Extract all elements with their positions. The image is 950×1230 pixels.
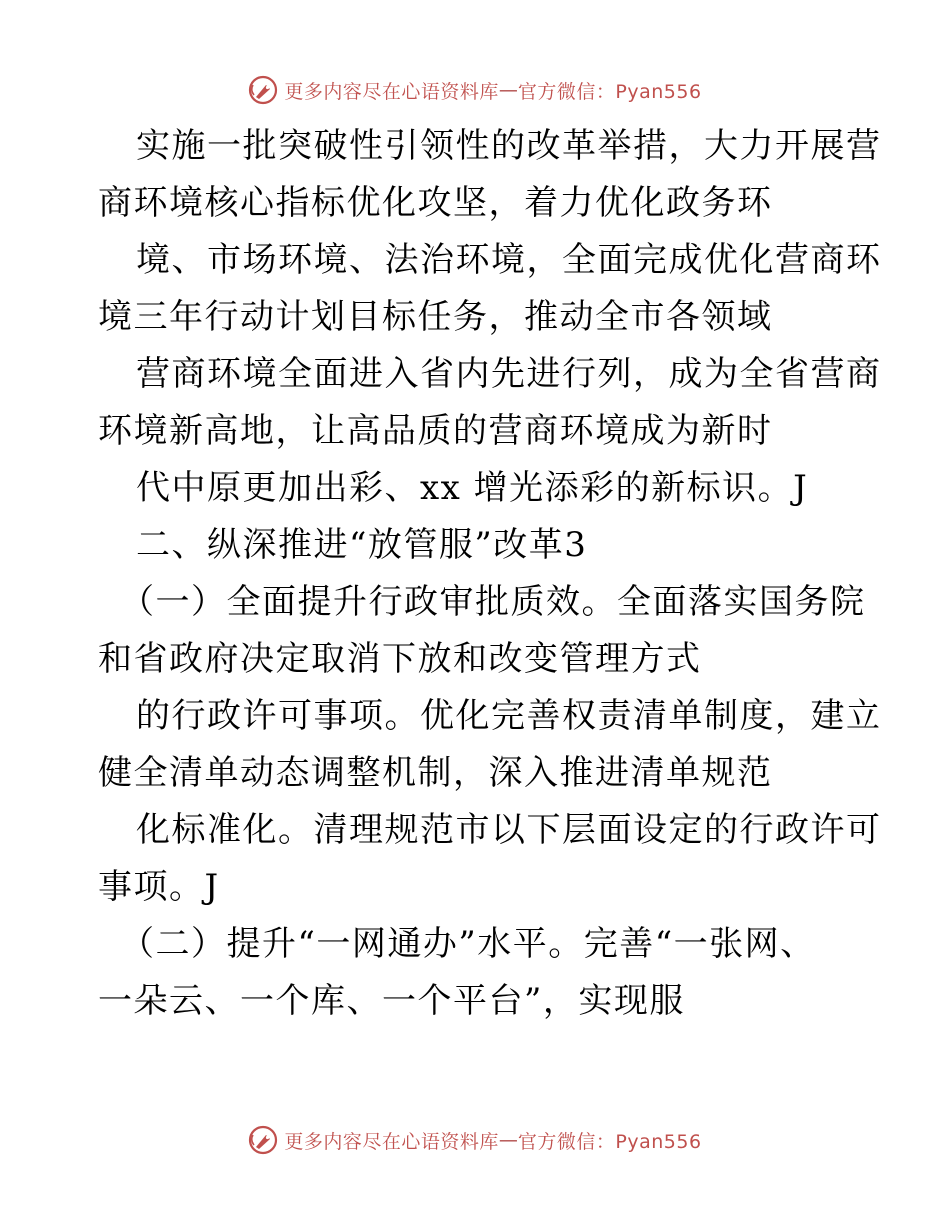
footer-watermark-banner	[0, 1122, 950, 1158]
body-line: 营商环境全面进入省内先进行列，成为全省营商	[136, 354, 882, 394]
header-watermark-banner	[0, 72, 950, 108]
pen-nib-logo-icon	[248, 1125, 278, 1155]
body-line: 的行政许可事项。优化完善权责清单制度，建立	[136, 696, 882, 736]
body-line: 和省政府决定取消下放和改变管理方式	[98, 639, 702, 679]
body-line: 一朵云、一个库、一个平台”，实现服	[98, 981, 685, 1021]
body-line: 境、市场环境、法治环境，全面完成优化营商环	[136, 240, 882, 280]
section-heading: 二、纵深推进“放管服”改革3	[136, 525, 588, 565]
banner-site-text: 更多内容尽在心语资料库	[284, 1130, 499, 1153]
body-line: 事项。J	[98, 867, 220, 907]
body-line: （二）提升“一网通办”水平。完善“一张网、	[120, 924, 816, 964]
body-line: 健全清单动态调整机制，深入推进清单规范	[98, 753, 773, 793]
banner-site-text: 更多内容尽在心语资料库	[284, 80, 499, 103]
body-line: 化标准化。清理规范市以下层面设定的行政许可	[136, 810, 882, 850]
banner-separator: —	[498, 79, 518, 101]
body-line: 实施一批突破性引领性的改革举措，大力开展营	[136, 126, 882, 166]
body-line: 商环境核心指标优化攻坚，着力优化政务环	[98, 183, 773, 223]
body-line: 环境新高地，让高品质的营商环境成为新时	[98, 411, 773, 451]
banner-contact-text: 官方微信：Pyan556	[517, 1130, 702, 1153]
body-line: （一）全面提升行政审批质效。全面落实国务院	[120, 582, 866, 622]
banner-separator: —	[498, 1129, 518, 1151]
banner-contact-text: 官方微信：Pyan556	[517, 80, 702, 103]
body-line: 代中原更加出彩、xx 增光添彩的新标识。J	[136, 468, 809, 508]
body-line: 境三年行动计划目标任务，推动全市各领域	[98, 297, 773, 337]
pen-nib-logo-icon	[248, 75, 278, 105]
